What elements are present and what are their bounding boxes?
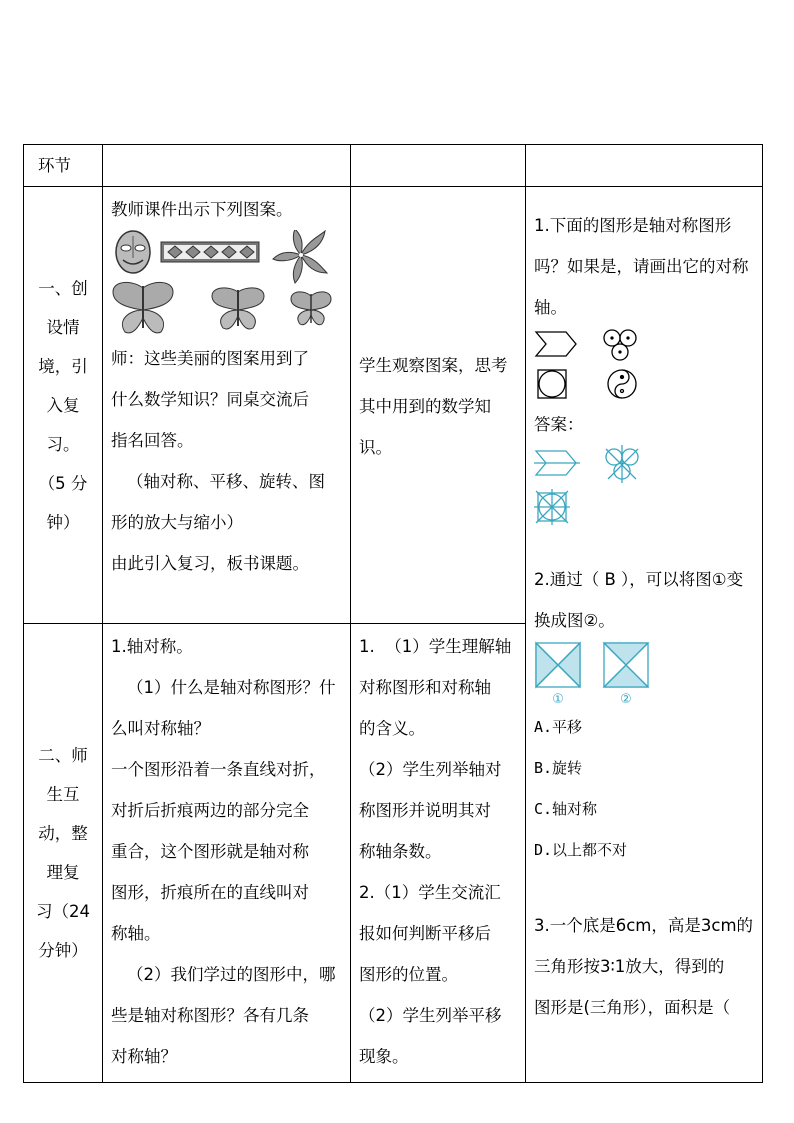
- q1-line: 1.下面的图形是轴对称图形: [534, 216, 732, 235]
- exercise-column: [526, 187, 763, 1083]
- lesson-plan-table: [23, 144, 763, 1083]
- q1-shapes: [534, 328, 664, 404]
- answer-label: 答案：: [534, 415, 584, 434]
- student-line: 其中用到的数学知: [359, 396, 491, 416]
- student-line: （2）学生列举轴对: [359, 760, 502, 779]
- header-row: [24, 145, 763, 187]
- stage-line: 动，整: [38, 824, 88, 843]
- stage-line: 设情: [46, 317, 80, 337]
- student-line: 学生观察图案，思考: [359, 355, 508, 375]
- butterfly-small-icon: [291, 292, 331, 325]
- teacher-line: （2）我们学过的图形中，哪: [127, 965, 336, 984]
- teacher-line: 一个图形沿着一条直线对折，: [111, 760, 326, 779]
- figure-1-label: ①: [552, 692, 564, 707]
- stage-line: 理复: [46, 863, 80, 882]
- header-stage: 环节: [24, 145, 103, 187]
- q3-line: 图形是(三角形），面积是（: [534, 998, 731, 1017]
- figure-2: [604, 643, 648, 687]
- q1-line: 轴。: [534, 298, 567, 317]
- teacher-activity-review: [103, 624, 351, 1083]
- teacher-line: （轴对称、平移、旋转、图: [127, 472, 325, 491]
- student-line: （2）学生列举平移: [359, 1006, 502, 1025]
- border-pattern-icon: [161, 242, 259, 262]
- teacher-line: 图形，折痕所在的直线叫对: [111, 883, 309, 902]
- q1-line: 吗？如果是，请画出它的对称: [534, 257, 749, 276]
- student-line: 2.（1）学生交流汇: [359, 883, 501, 902]
- teacher-activity-intro: [103, 187, 351, 624]
- student-activity-intro: [351, 187, 526, 624]
- teacher-line: 么叫对称轴？: [111, 719, 210, 738]
- q2-line: 换成图②。: [534, 611, 615, 630]
- teacher-line: 称轴。: [111, 924, 161, 943]
- q2-option: C.轴对称: [534, 800, 598, 818]
- student-line: 1. （1）学生理解轴: [359, 637, 512, 656]
- pattern-pictures: [111, 230, 344, 338]
- header-student: [351, 145, 526, 187]
- q2-figures: [534, 641, 664, 707]
- stage-line: 境，引: [38, 356, 88, 376]
- butterfly-large-icon: [113, 282, 173, 332]
- stage-line: （5 分: [38, 473, 88, 493]
- bauhinia-flower-icon: [273, 230, 327, 283]
- row-intro: [24, 187, 763, 624]
- header-exercise: [526, 145, 763, 187]
- stage-line: 习。: [46, 434, 80, 454]
- stage-line: 分钟）: [38, 941, 88, 960]
- teacher-line: 形的放大与缩小）: [111, 513, 243, 532]
- stage-line: 一、创: [38, 278, 88, 298]
- circle-in-square-icon: [538, 370, 566, 398]
- teacher-line: 1.轴对称。: [111, 637, 193, 656]
- student-line: 的含义。: [359, 719, 425, 738]
- teacher-line: （1）什么是轴对称图形？什: [127, 678, 336, 697]
- teacher-line: 重合，这个图形就是轴对称: [111, 842, 309, 861]
- stage-review: [24, 624, 103, 1083]
- mask-icon: [116, 231, 150, 273]
- yin-yang-icon: [608, 370, 636, 398]
- teacher-intro-text: 教师课件出示下列图案。: [111, 200, 293, 219]
- student-line: 称轴条数。: [359, 842, 442, 861]
- figure-2-label: ②: [620, 692, 632, 707]
- student-activity-review: [351, 624, 526, 1083]
- pattern-illustrations: [111, 230, 343, 338]
- stage-line: 生互: [46, 785, 80, 804]
- q3-line: 3.一个底是6cm，高是3cm的: [534, 916, 754, 935]
- student-line: 报如何判断平移后: [359, 924, 491, 943]
- q2-line: 2.通过（ B ），可以将图①变: [534, 570, 744, 589]
- q2-option: B.旋转: [534, 759, 583, 777]
- teacher-line: 对称轴？: [111, 1047, 177, 1066]
- student-line: 识。: [359, 437, 392, 457]
- figure-1: [536, 643, 580, 687]
- q2-option: D.以上都不对: [534, 841, 628, 859]
- three-circles-icon: [604, 330, 636, 360]
- teacher-line: 对折后折痕两边的部分完全: [111, 801, 309, 820]
- student-line: 对称图形和对称轴: [359, 678, 491, 697]
- stage-line: 入复: [46, 395, 80, 415]
- stage-line: 钟）: [46, 512, 80, 532]
- student-line: 称图形并说明其对: [359, 801, 491, 820]
- teacher-line: 由此引入复习，板书课题。: [111, 554, 309, 573]
- stage-intro: [24, 187, 103, 624]
- butterfly-medium-icon: [212, 288, 264, 329]
- teacher-line: 些是轴对称图形？各有几条: [111, 1006, 309, 1025]
- q3-line: 三角形按3∶1放大，得到的: [534, 957, 725, 976]
- arrow-pentagon-icon: [536, 332, 576, 356]
- stage-line: 习（24: [36, 902, 90, 921]
- answer-shapes: [534, 445, 664, 525]
- teacher-line: 指名回答。: [111, 431, 194, 450]
- q2-option: A.平移: [534, 718, 583, 736]
- header-teacher: [103, 145, 351, 187]
- student-line: 图形的位置。: [359, 965, 458, 984]
- teacher-line: 师：这些美丽的图案用到了: [111, 349, 309, 368]
- stage-line: 二、师: [38, 746, 88, 765]
- teacher-line: 什么数学知识？同桌交流后: [111, 390, 309, 409]
- student-line: 现象。: [359, 1047, 409, 1066]
